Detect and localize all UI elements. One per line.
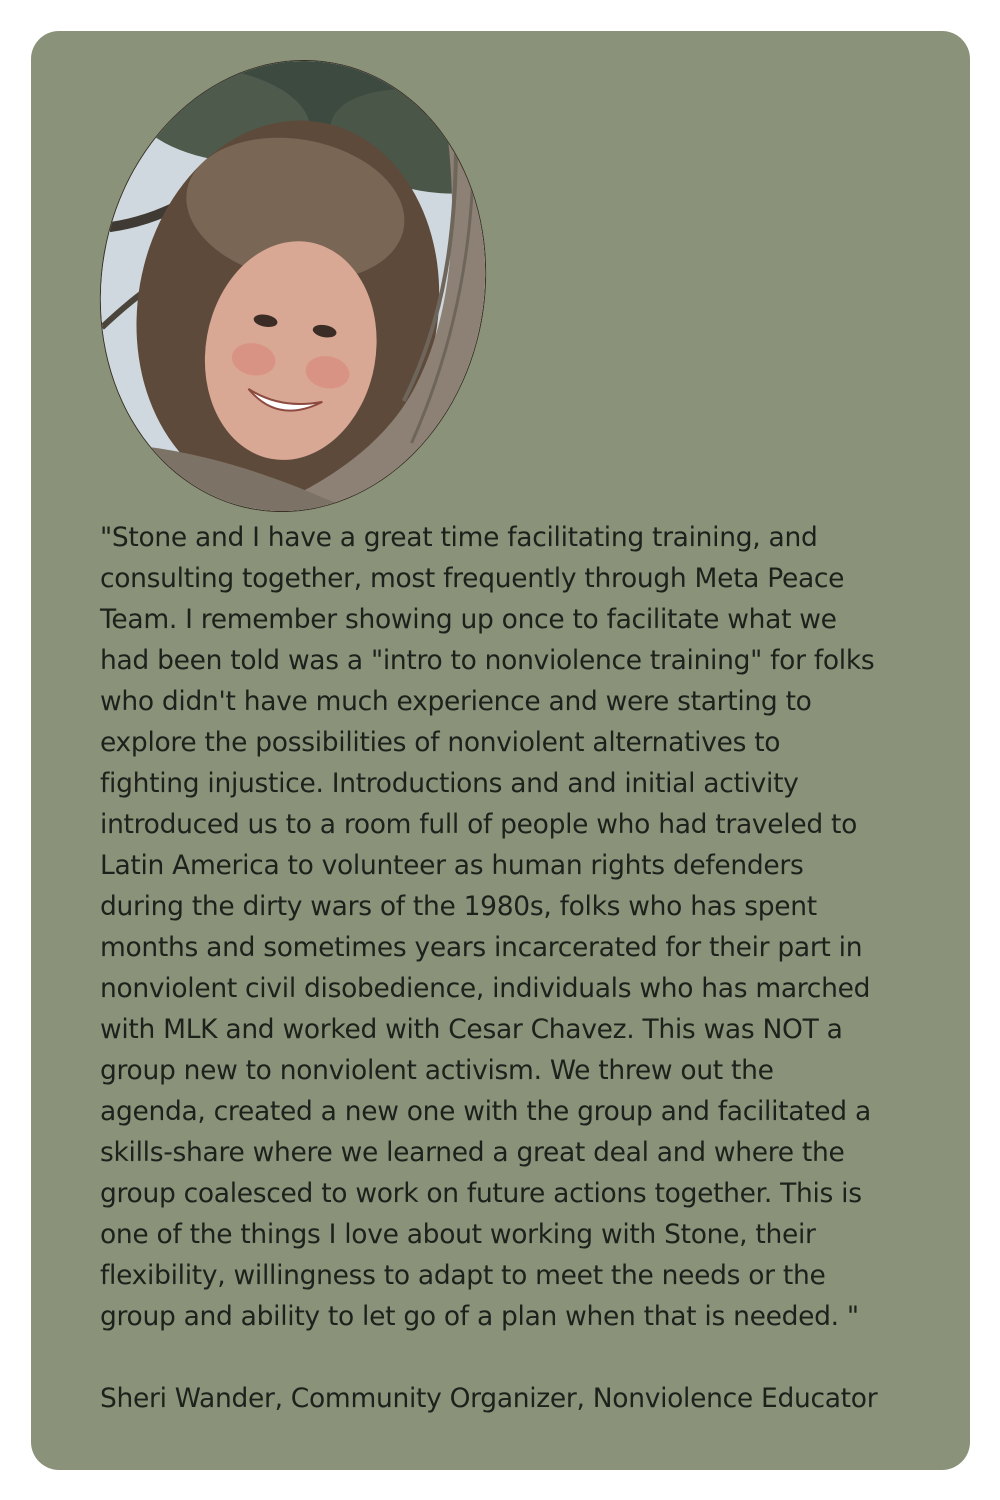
portrait-photo bbox=[64, 29, 521, 543]
portrait-illustration bbox=[66, 30, 521, 541]
testimonial-quote: "Stone and I have a great time facilitating training, and consulting together, most frequently through Meta Peace Team. I remember showing up once to facilitate what we had been told was a "intro to nonviolence training" for folks who didn't have much experience and were starting to explore the possibilities of nonviolent alternatives to fighting injustice. Introductions and and initial activity introduced us to a room full of people who had traveled to Latin America to volunteer as human rights defenders during the dirty wars of the 1980s, folks who has spent months and sometimes years incarcerated for their part in nonviolent civil disobedience, individuals who has marched with MLK and worked with Cesar Chavez. This was NOT a group new to nonviolent activism. We threw out the agenda, created a new one with the group and facilitated a skills-share where we learned a great deal and where the group coalesced to work on future actions together. This is one of the things I love about working with Stone, their flexibility, willingness to adapt to meet the needs or the group and ability to let go of a plan when that is needed. " bbox=[100, 522, 875, 1332]
testimonial-attribution: Sheri Wander, Community Organizer, Nonviolence Educator bbox=[100, 1383, 878, 1414]
testimonial-card bbox=[31, 31, 970, 1470]
